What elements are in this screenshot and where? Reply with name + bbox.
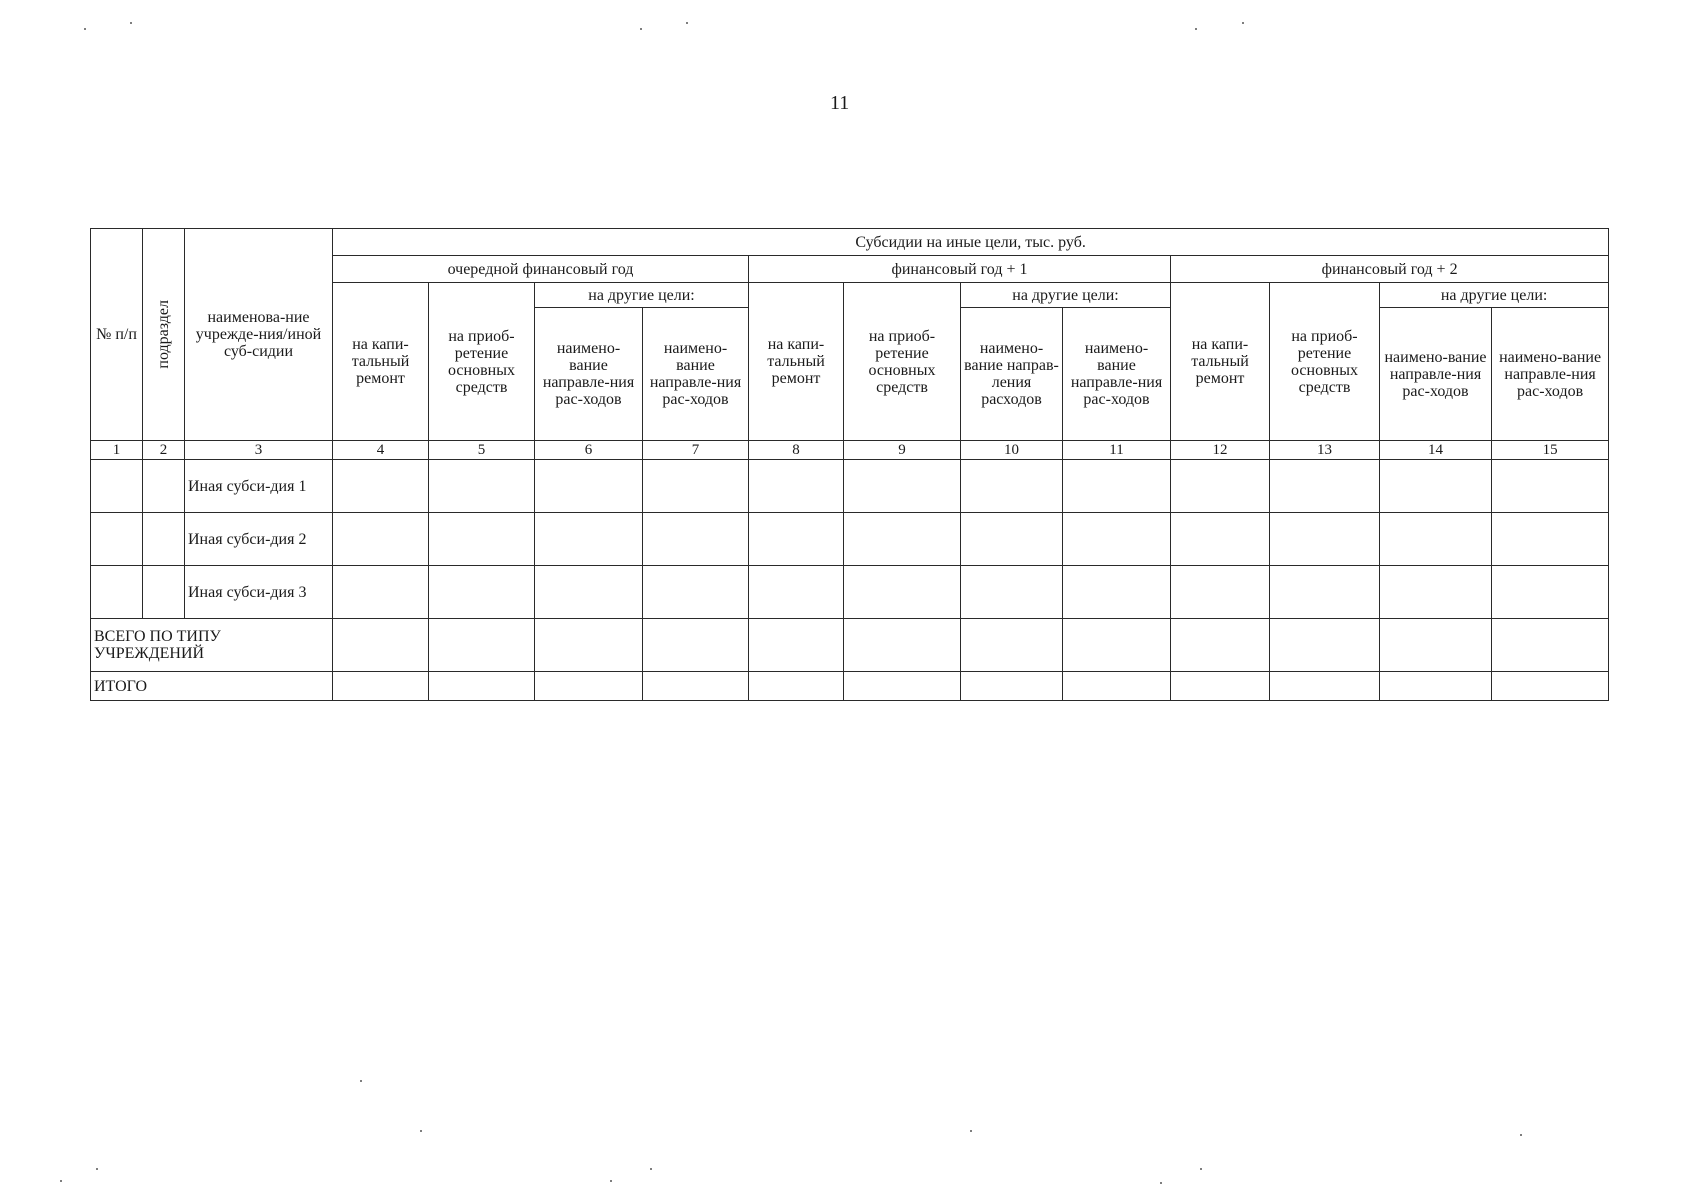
scan-speck	[1160, 1182, 1162, 1184]
scan-speck	[60, 1180, 62, 1182]
scan-speck	[1520, 1134, 1522, 1136]
table-row	[91, 460, 1609, 513]
scan-speck	[84, 28, 86, 30]
cell-empty	[1063, 566, 1171, 619]
grand-total-label: ИТОГО	[91, 672, 333, 701]
cell-empty	[961, 460, 1063, 513]
cell-empty	[1063, 460, 1171, 513]
cell-empty	[429, 672, 535, 701]
column-number: 8	[749, 441, 844, 460]
column-number: 2	[143, 441, 185, 460]
header-other-goals: на другие цели:	[1380, 283, 1609, 308]
column-number: 9	[844, 441, 961, 460]
cell-empty	[1492, 460, 1609, 513]
column-number: 1	[91, 441, 143, 460]
column-number: 4	[333, 441, 429, 460]
cell-empty	[1171, 460, 1270, 513]
cell-empty	[1492, 672, 1609, 701]
cell-empty	[961, 566, 1063, 619]
cell-empty	[143, 566, 185, 619]
column-number: 7	[643, 441, 749, 460]
cell-empty	[1270, 672, 1380, 701]
column-number: 5	[429, 441, 535, 460]
header-other-goals: на другие цели:	[961, 283, 1171, 308]
scan-speck	[640, 28, 642, 30]
cell-empty	[1380, 672, 1492, 701]
header-subsection-label: подраздел	[155, 300, 172, 369]
cell-empty	[643, 566, 749, 619]
cell-empty	[535, 566, 643, 619]
cell-empty	[1171, 566, 1270, 619]
header-other-goals: на другие цели:	[535, 283, 749, 308]
header-year-current: очередной финансовый год	[333, 256, 749, 283]
column-number-row	[91, 441, 1609, 460]
cell-empty	[844, 619, 961, 672]
cell-empty	[1270, 619, 1380, 672]
column-number: 10	[961, 441, 1063, 460]
scan-speck	[1195, 28, 1197, 30]
column-number: 3	[185, 441, 333, 460]
cell-empty	[535, 513, 643, 566]
cell-empty	[333, 513, 429, 566]
cell-empty	[749, 513, 844, 566]
cell-empty	[535, 460, 643, 513]
header-institution-name: наименова-ние учрежде-ния/иной суб-сидии	[185, 229, 333, 441]
cell-empty	[749, 672, 844, 701]
column-number: 11	[1063, 441, 1171, 460]
cell-empty	[91, 460, 143, 513]
cell-empty	[333, 460, 429, 513]
grand-total-row	[91, 672, 1609, 701]
header-year-plus-2: финансовый год + 2	[1171, 256, 1609, 283]
column-number: 6	[535, 441, 643, 460]
cell-empty	[844, 513, 961, 566]
page-number: 11	[830, 92, 850, 114]
cell-empty	[1492, 566, 1609, 619]
header-num: № п/п	[91, 229, 143, 441]
cell-empty	[1063, 513, 1171, 566]
cell-empty	[643, 619, 749, 672]
cell-empty	[643, 672, 749, 701]
cell-empty	[429, 619, 535, 672]
scan-speck	[420, 1130, 422, 1132]
cell-empty	[333, 619, 429, 672]
header-direction-name: наимено-вание направле-ния рас-ходов	[643, 308, 749, 441]
column-number: 15	[1492, 441, 1609, 460]
cell-empty	[1380, 566, 1492, 619]
cell-empty	[429, 566, 535, 619]
subsidy-form-table	[90, 228, 1609, 701]
cell-empty	[1270, 513, 1380, 566]
table-row	[91, 566, 1609, 619]
cell-empty	[643, 513, 749, 566]
cell-empty	[749, 619, 844, 672]
header-capital-repair: на капи-тальный ремонт	[333, 283, 429, 441]
scan-speck	[360, 1080, 362, 1082]
header-direction-name: наимено-вание направле-ния рас-ходов	[1063, 308, 1171, 441]
header-year-plus-1: финансовый год + 1	[749, 256, 1171, 283]
cell-empty	[749, 460, 844, 513]
scan-speck	[970, 1130, 972, 1132]
cell-empty	[1171, 672, 1270, 701]
header-capital-repair: на капи-тальный ремонт	[1171, 283, 1270, 441]
cell-empty	[1380, 460, 1492, 513]
cell-empty	[1063, 672, 1171, 701]
scan-speck	[130, 22, 132, 24]
subsidy-name: Иная субси-дия 1	[185, 460, 333, 513]
column-number: 12	[1171, 441, 1270, 460]
cell-empty	[844, 672, 961, 701]
cell-empty	[643, 460, 749, 513]
header-direction-name: наимено-вание направ-ления расходов	[961, 308, 1063, 441]
cell-empty	[143, 460, 185, 513]
header-fixed-assets: на приоб-ретение основных средств	[844, 283, 961, 441]
cell-empty	[844, 566, 961, 619]
cell-empty	[91, 566, 143, 619]
subsidy-name: Иная субси-дия 3	[185, 566, 333, 619]
scan-speck	[610, 1180, 612, 1182]
cell-empty	[333, 566, 429, 619]
total-by-type-row	[91, 619, 1609, 672]
cell-empty	[844, 460, 961, 513]
scan-speck	[96, 1168, 98, 1170]
cell-empty	[535, 619, 643, 672]
header-direction-name: наимено-вание направле-ния рас-ходов	[535, 308, 643, 441]
header-direction-name: наимено-вание направле-ния рас-ходов	[1492, 308, 1609, 441]
scan-speck	[686, 22, 688, 24]
cell-empty	[1380, 619, 1492, 672]
cell-empty	[429, 460, 535, 513]
table-row	[91, 513, 1609, 566]
column-number: 14	[1380, 441, 1492, 460]
cell-empty	[1063, 619, 1171, 672]
scan-speck	[1200, 1168, 1202, 1170]
cell-empty	[749, 566, 844, 619]
total-by-type-label: ВСЕГО ПО ТИПУ УЧРЕЖДЕНИЙ	[91, 619, 333, 672]
scan-speck	[1242, 22, 1244, 24]
cell-empty	[91, 513, 143, 566]
cell-empty	[1171, 513, 1270, 566]
header-subsidy-title: Субсидии на иные цели, тыс. руб.	[333, 229, 1609, 256]
column-number: 13	[1270, 441, 1380, 460]
header-fixed-assets: на приоб-ретение основных средств	[1270, 283, 1380, 441]
header-fixed-assets: на приоб-ретение основных средств	[429, 283, 535, 441]
header-direction-name: наимено-вание направле-ния рас-ходов	[1380, 308, 1492, 441]
scan-speck	[650, 1168, 652, 1170]
cell-empty	[961, 513, 1063, 566]
header-subsection	[143, 229, 185, 441]
cell-empty	[1171, 619, 1270, 672]
cell-empty	[535, 672, 643, 701]
cell-empty	[961, 672, 1063, 701]
cell-empty	[333, 672, 429, 701]
cell-empty	[1270, 566, 1380, 619]
cell-empty	[143, 513, 185, 566]
header-capital-repair: на капи-тальный ремонт	[749, 283, 844, 441]
cell-empty	[429, 513, 535, 566]
cell-empty	[961, 619, 1063, 672]
cell-empty	[1492, 513, 1609, 566]
subsidy-name: Иная субси-дия 2	[185, 513, 333, 566]
cell-empty	[1492, 619, 1609, 672]
cell-empty	[1270, 460, 1380, 513]
cell-empty	[1380, 513, 1492, 566]
